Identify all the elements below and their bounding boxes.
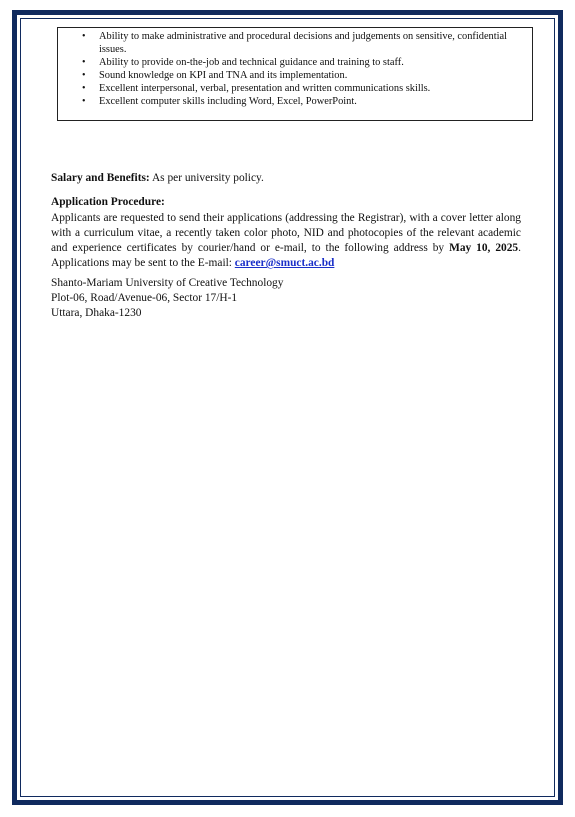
address-line-2: Plot-06, Road/Avenue-06, Sector 17/H-1: [51, 292, 238, 304]
address-line-3: Uttara, Dhaka-1230: [51, 307, 142, 319]
application-deadline: May 10, 2025: [449, 242, 519, 254]
requirement-text: Sound knowledge on KPI and TNA and its implementation.: [99, 70, 348, 81]
page-border-frame: [12, 10, 563, 805]
list-item: [82, 82, 528, 95]
requirement-text: Excellent computer skills including Word, Excel, PowerPoint.: [99, 96, 357, 107]
requirements-list: [58, 28, 532, 108]
bullet-icon: •: [82, 96, 86, 107]
bullet-icon: •: [82, 57, 86, 68]
email-link[interactable]: career@smuct.ac.bd: [234, 257, 335, 269]
requirements-box: [57, 27, 533, 121]
list-item: [82, 69, 528, 82]
address-block: [51, 276, 521, 321]
bullet-icon: •: [82, 70, 86, 81]
requirement-text: Excellent interpersonal, verbal, presentation and written communications skills.: [99, 83, 431, 94]
application-heading: Application Procedure:: [51, 196, 165, 208]
bullet-icon: •: [82, 31, 86, 42]
requirement-text: Ability to provide on-the-job and technical guidance and training to staff.: [99, 57, 404, 68]
salary-line: [51, 171, 521, 186]
salary-label: Salary and Benefits:: [51, 172, 150, 184]
address-line-1: Shanto-Mariam University of Creative Technology: [51, 277, 284, 289]
application-text-part2: . Applications may be sent to the E-mail:: [51, 242, 521, 269]
application-text-part1: Applicants are requested to send their applications (addressing the Registrar), with a cover letter along with a curriculum vitae, a recently taken color photo, NID and photocopies of the relevant academic and experience certificates by courier/hand or e-mail, to the following address by: [51, 212, 521, 254]
list-item: [82, 56, 528, 69]
inner-border-rule: [20, 18, 555, 797]
application-body: [51, 211, 521, 271]
requirement-text: Ability to make administrative and procedural decisions and judgements on sensitive, confidential issues.: [99, 31, 508, 55]
main-content: [51, 171, 521, 321]
list-item: [82, 30, 528, 56]
bullet-icon: •: [82, 83, 86, 94]
salary-value: As per university policy.: [149, 172, 264, 184]
list-item: [82, 95, 528, 108]
